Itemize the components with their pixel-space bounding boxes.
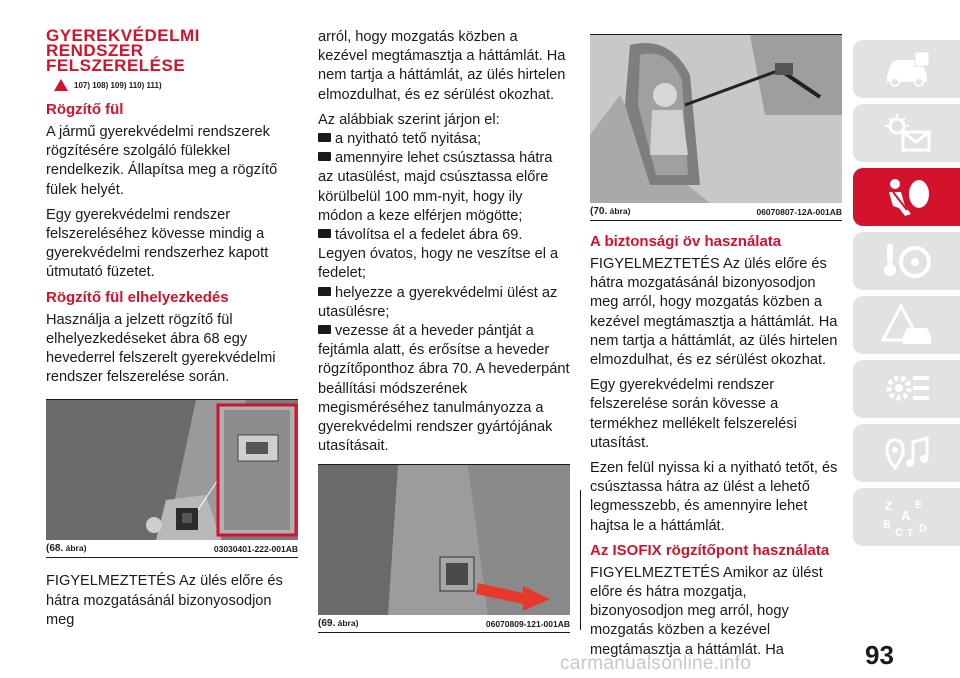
car-info-icon: [881, 48, 933, 90]
heading-seatbelt: A biztonsági öv használata: [590, 233, 782, 250]
warning-lights-icon: [881, 112, 933, 154]
bullet-icon: [318, 133, 331, 142]
paragraph: Az alábbiak szerint járjon el:: [318, 111, 500, 128]
bullet-icon: [318, 152, 331, 161]
figure-70-caption: (70. ábra) 06070807-12A-001AB: [590, 203, 842, 221]
tab-safety[interactable]: [853, 168, 960, 226]
tab-controls[interactable]: [853, 232, 960, 290]
list-item: a nyitható tető nyitása;: [318, 130, 570, 149]
svg-text:T: T: [906, 528, 913, 538]
list-item: amennyire lehet csúsztassa hátra az utasülést, majd csúsztassa előre körülbelül 100 mm-nyit, hogy ily módon a keze elférjen mögötte;: [318, 150, 553, 224]
tab-index[interactable]: [853, 488, 960, 546]
warning-references: 107) 108) 109) 110) 111): [54, 79, 298, 91]
figure-68-image: [46, 400, 298, 540]
paragraph: Ezen felül nyissa ki a nyitható tetőt, és csúsztassa hátra az ülést a lehető legmesszebb, és amennyire lehet hajtsa le a háttámlát.: [590, 460, 838, 534]
svg-text:A: A: [900, 508, 910, 523]
column-1: [46, 28, 298, 636]
column-3: [590, 34, 842, 666]
figure-69: [318, 464, 570, 633]
figure-69-image: [318, 465, 570, 615]
bullet-icon: [318, 229, 331, 238]
heading-anchor-location: Rögzítő fül elhelyezkedés: [46, 288, 229, 306]
column-divider: [580, 490, 581, 630]
paragraph: Egy gyerekvédelmi rendszer felszerelése során kövesse a termékhez mellékelt felszerelési utasítást.: [590, 377, 797, 451]
heading-isofix: Az ISOFIX rögzítőpont használata: [590, 541, 830, 559]
paragraph: Egy gyerekvédelmi rendszer felszereléséhez kövesse mindig a gyerekvédelmi rendszerhez kapott útmutató füzetet.: [46, 206, 269, 281]
figure-68: [46, 399, 298, 558]
chapter-sidebar: [853, 40, 960, 552]
tab-emergency[interactable]: [853, 296, 960, 354]
tab-warning-lights[interactable]: [853, 104, 960, 162]
index-icon: [881, 496, 933, 538]
figure-69-caption: (69. ábra) 06070809-121-001AB: [318, 615, 570, 633]
paragraph: Használja a jelzett rögzítő fül elhelyezkedéseket ábra 68 egy hevederrel felszerelt gyerekvédelmi rendszer felszerelése során.: [46, 311, 276, 386]
paragraph-warning: FIGYELMEZTETÉS Az ülés előre és hátra mozgatásánál bizonyosodjon meg arról, hogy mozgatás közben a kezével megtámasztja a háttámlát. Ha nem tartja a háttámlát, az ülés hirtelen elmozdulhat, és ez sérülést okozhat.: [590, 256, 838, 369]
watermark: carmanualsonline.info: [560, 653, 752, 674]
child-seat-tether-illustration: [590, 35, 842, 203]
heading-anchor: Rögzítő fül: [46, 101, 124, 118]
figure-70-image: [590, 35, 842, 203]
controls-icon: [881, 240, 933, 282]
svg-text:C: C: [894, 527, 903, 538]
multimedia-icon: [881, 432, 933, 474]
svg-text:B: B: [882, 519, 891, 531]
figure-70: [590, 34, 842, 221]
tab-maintenance[interactable]: [853, 360, 960, 418]
anchor-tab-illustration: [46, 400, 298, 540]
tab-multimedia[interactable]: [853, 424, 960, 482]
cover-removal-illustration: [318, 465, 570, 615]
paragraph: arról, hogy mozgatás közben a kezével megtámasztja a háttámlát. Ha nem tartja a háttámlát, az ülés hirtelen elmozdulhat, és ez sérülést okozhat.: [318, 29, 566, 103]
list-item: vezesse át a heveder pántját a fejtámla alatt, és erősítse a heveder rögzítőponthoz ábra 70. A hevederpánt beállítási módszerének megisméréséhez tanulmányozza a gyerekvédelmi rendszer gyártójának utasításait.: [318, 323, 570, 455]
list-item: helyezze a gyerekvédelmi ülést az utasülésre;: [318, 284, 558, 320]
paragraph-warning: FIGYELMEZTETÉS Amikor az ülést előre és hátra mozgatja, bizonyosodjon meg arról, hogy mozgatás közben a kezével megtámasztja a háttámlát. Ha: [590, 564, 823, 658]
page-number: 93: [865, 640, 894, 670]
tab-car-info[interactable]: [853, 40, 960, 98]
bullet-icon: [318, 325, 331, 334]
warning-triangle-icon: [54, 79, 68, 91]
emergency-icon: [881, 304, 933, 346]
paragraph: A jármű gyerekvédelmi rendszerek rögzítésére szolgáló fülekkel rendelkezik. Állapítsa meg a rögzítő fülek helyét.: [46, 124, 278, 198]
svg-text:Z: Z: [884, 499, 892, 513]
paragraph-warning: FIGYELMEZTETÉS Az ülés előre és hátra mozgatásánál bizonyosodjon meg: [46, 573, 283, 628]
svg-text:D: D: [918, 523, 927, 535]
column-2: [318, 28, 570, 633]
svg-text:E: E: [914, 499, 922, 511]
airbag-safety-icon: [881, 176, 933, 218]
figure-68-caption: (68. ábra) 03030401-222-001AB: [46, 540, 298, 558]
list-item: távolítsa el a fedelet ábra 69. Legyen óvatos, hogy ne veszítse el a fedelet;: [318, 227, 559, 282]
bullet-icon: [318, 287, 331, 296]
maintenance-icon: [881, 368, 933, 410]
section-title: GYEREKVÉDELMI RENDSZER FELSZERELÉSE: [46, 26, 200, 75]
